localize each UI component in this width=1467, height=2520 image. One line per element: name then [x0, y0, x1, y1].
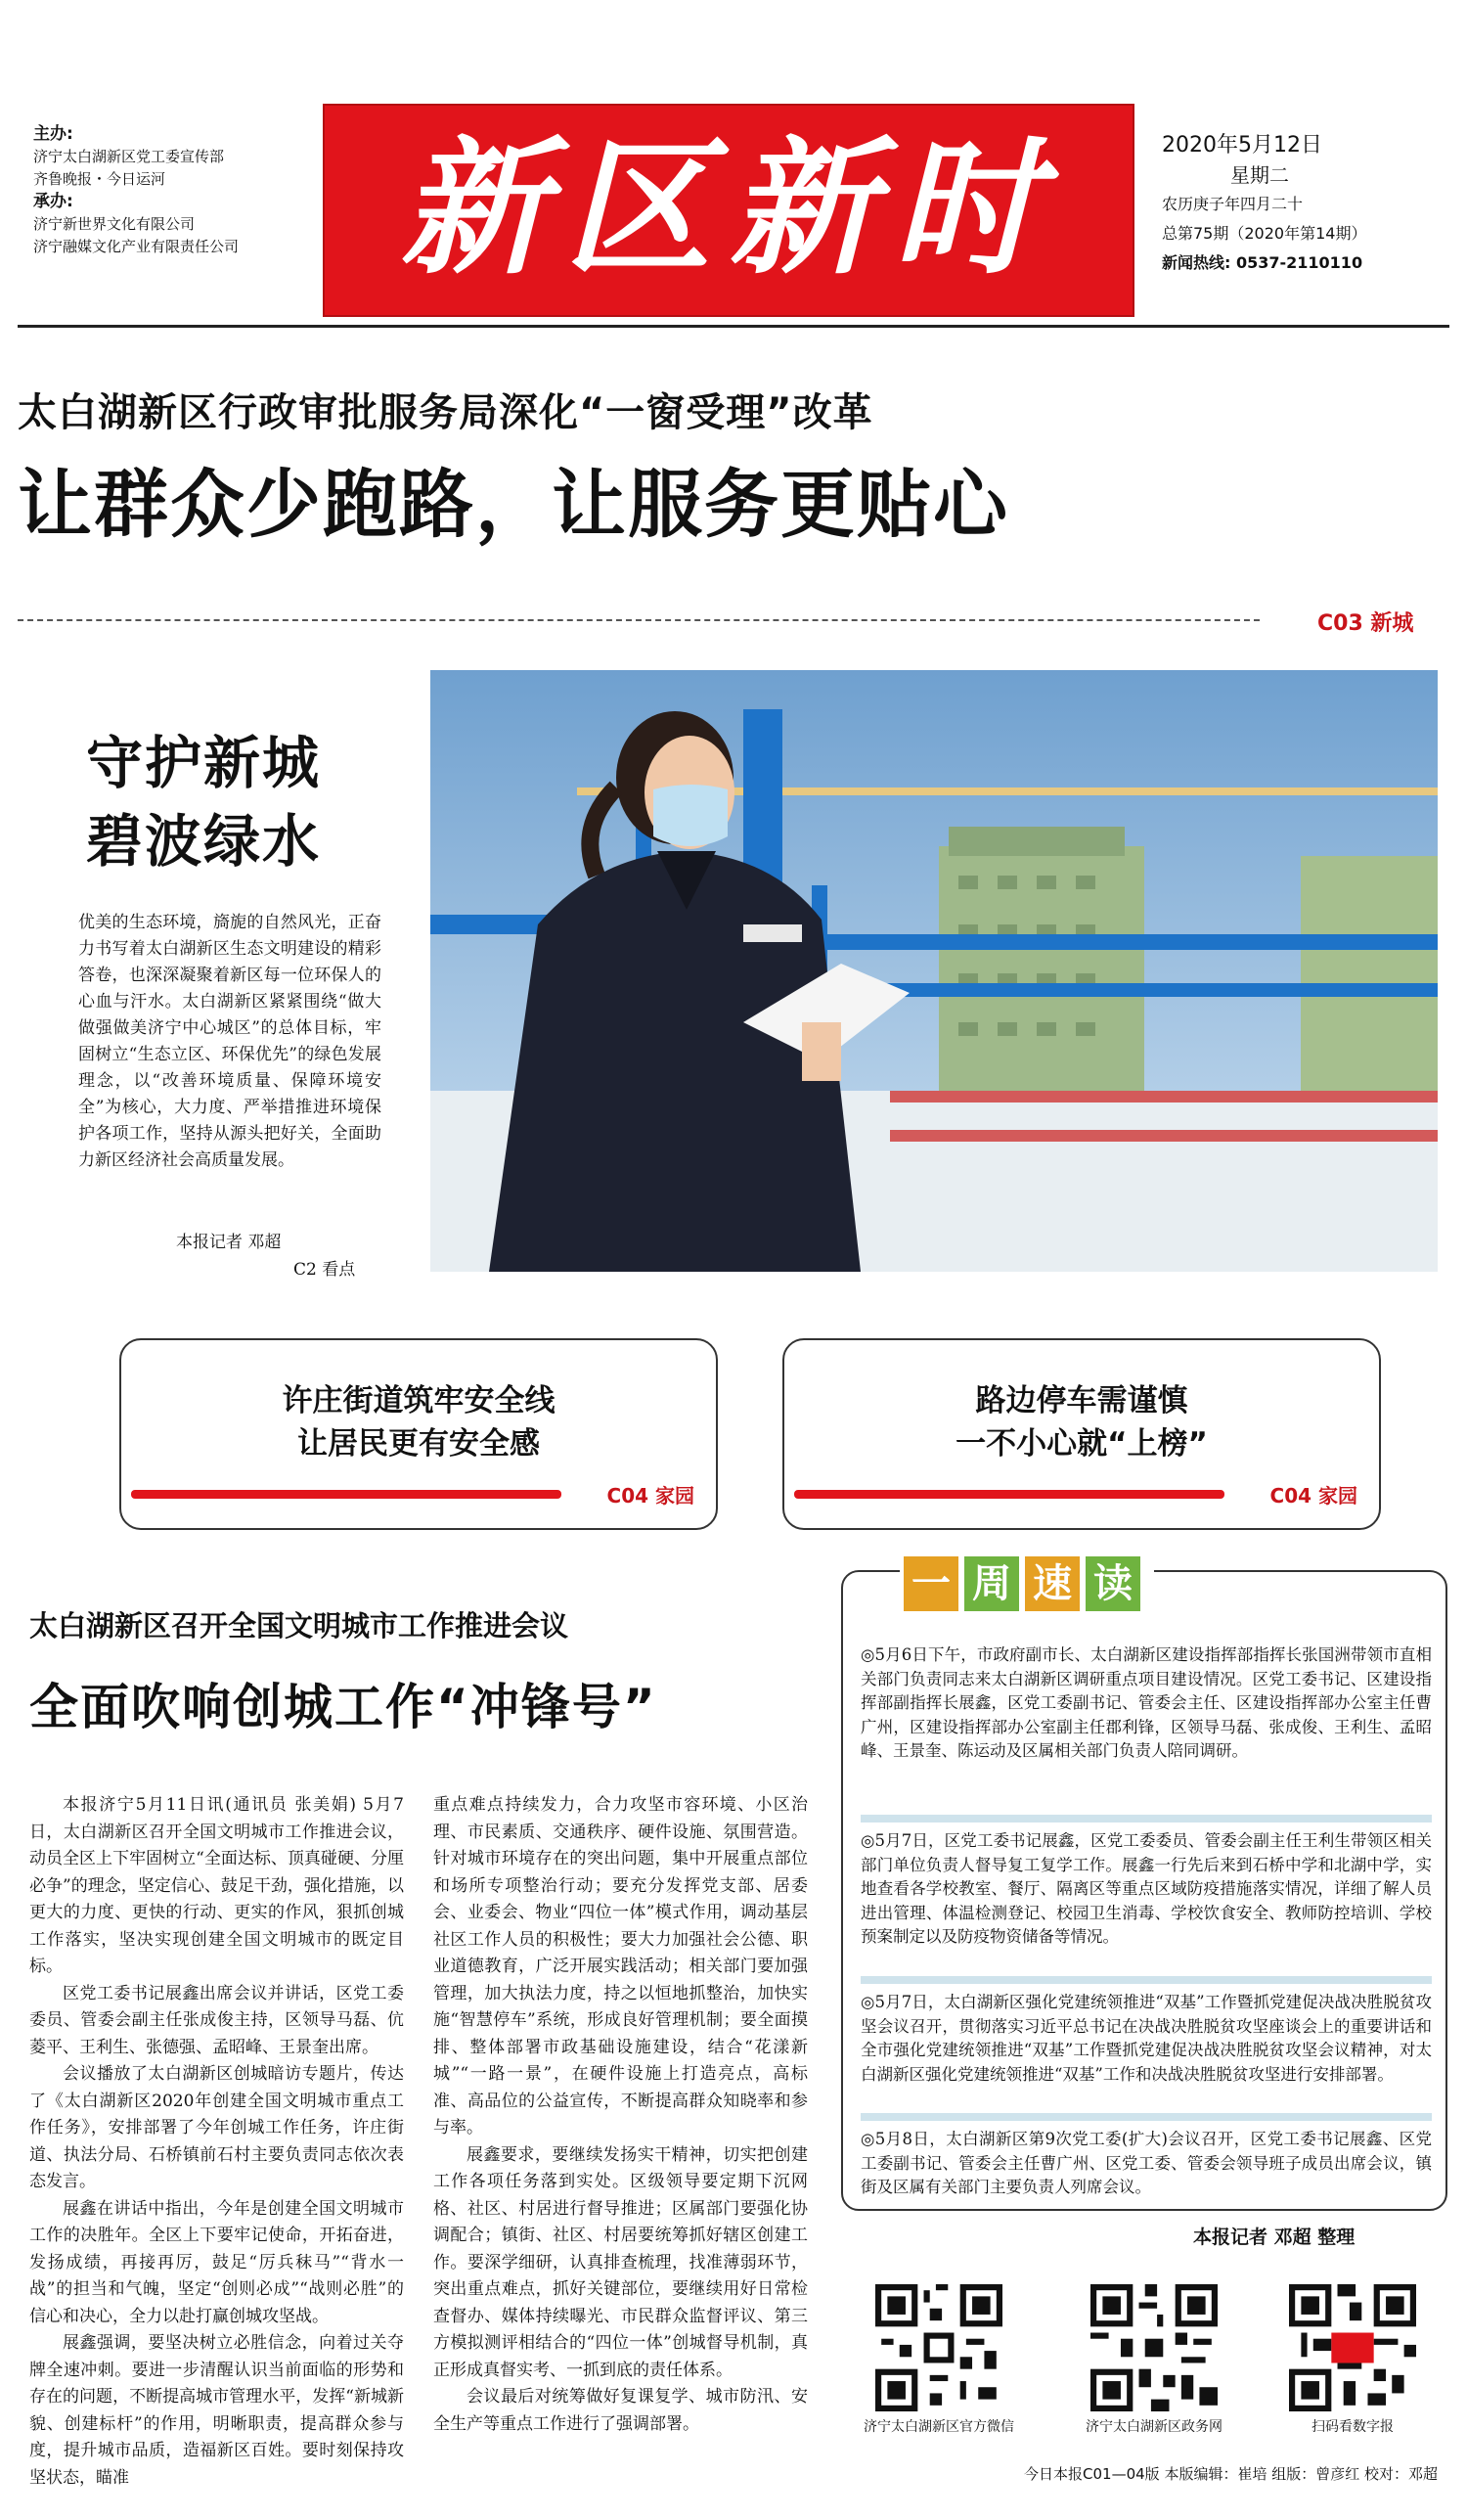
teaser-box[interactable]	[119, 1338, 718, 1530]
qr-code-wechat[interactable]	[875, 2284, 1002, 2411]
teaser-line: 许庄街道筑牢安全线	[282, 1383, 556, 1418]
article-paragraph: 展鑫要求，要继续发扬实干精神，切实把创建工作各项任务落到实处。区级领导要定期下沉网格、社区、村居进行督导推进；区属部门要强化协调配合；镇街、社区、村居要统筹抓好辖区创建工作。要深学细研，认真排查梳理，找准薄弱环节，突出重点难点，抓好关键部位，要继续用好日常检查督办、媒体持续曝光、市民群众监督评议、第三方模拟测评相结合的“四位一体”创城督导机制，真正形成真督实考、一抓到底的责任体系。	[433, 2144, 808, 2380]
host-line: 齐鲁晚报・今日运河	[33, 170, 166, 188]
lead-divider	[18, 619, 1260, 621]
qr-label: 济宁太白湖新区官方微信	[864, 2419, 1014, 2435]
teaser-box[interactable]	[782, 1338, 1381, 1530]
feature-author: 本报记者 邓超	[176, 1233, 282, 1252]
issue-date: 2020年5月12日	[1162, 133, 1322, 158]
teaser-title	[784, 1379, 1379, 1465]
org-line: 济宁新世界文化有限公司	[33, 215, 196, 233]
masthead-publishers	[33, 123, 327, 258]
org-label: 承办:	[33, 192, 73, 211]
teaser-line: 让居民更有安全感	[297, 1426, 540, 1462]
host-label: 主办:	[33, 124, 73, 144]
teaser-accent-bar	[131, 1490, 561, 1499]
teaser-accent-bar	[794, 1490, 1224, 1499]
qr-label: 扫码看数字报	[1311, 2419, 1394, 2435]
article-paragraph: 会议最后对统筹做好复课复学、城市防汛、安全生产等重点工作进行了强调部署。	[433, 2387, 808, 2434]
news-separator	[861, 2113, 1432, 2121]
news-hotline: 新闻热线: 0537-2110110	[1162, 253, 1363, 272]
lunar-date: 农历庚子年四月二十	[1162, 195, 1304, 213]
article-column-1	[29, 1792, 404, 2492]
article-column-2	[433, 1792, 808, 2438]
issue-number: 总第75期（2020年第14期）	[1162, 224, 1367, 243]
article-kicker[interactable]: 太白湖新区召开全国文明城市工作推进会议	[29, 1609, 569, 1642]
feature-title-line: 守护新城	[86, 730, 322, 796]
lead-kicker[interactable]: 太白湖新区行政审批服务局深化“一窗受理”改革	[18, 390, 873, 435]
week-news-item[interactable]: ◎5月6日下午，市政府副市长、太白湖新区建设指挥部指挥长张国洲带领市直相关部门负责同志来太白湖新区调研重点项目建设情况。区党工委书记、区建设指挥部副指挥长展鑫，区党工委副书记、管委会主任、区建设指挥部办公室主任曹广州，区建设指挥部办公室副主任郡利锋，区领导马磊、张成俊、王利生、孟昭峰、王景奎、陈运动及区属相关部门负责人陪同调研。	[861, 1645, 1432, 1760]
feature-page-ref[interactable]: C2 看点	[293, 1260, 356, 1280]
title-char: 速	[1025, 1556, 1080, 1611]
logo-text: 新区新时代	[399, 122, 1057, 500]
article-paragraph: 展鑫强调，要坚决树立必胜信念，向着过关夺牌全速冲刺。要进一步清醒认识当前面临的形势和存在的问题，不断提高城市管理水平，发挥“新城新貌、创建标杆”的作用，明晰职责，提高群众参与度，提升城市品质，造福新区百姓。要时刻保持攻坚状态，瞄准	[29, 2333, 404, 2488]
article-paragraph: 会议播放了太白湖新区创城暗访专题片，传达了《太白湖新区2020年创建全国文明城市重点工作任务》，安排部署了今年创城工作任务，许庄街道、执法分局、石桥镇前石村主要负责同志依次表态发言。	[29, 2064, 404, 2191]
article-paragraph: 重点难点持续发力，合力攻坚市容环境、小区治理、市民素质、交通秩序、硬件设施、氛围营造。针对城市环境存在的突出问题，集中开展重点部位和场所专项整治行动；要充分发挥党支部、居委会、业委会、物业“四位一体”模式作用，调动基层社区工作人员的积极性；要大力加强社会公德、职业道德教育，广泛开展实践活动；相关部门要加强管理，加大执法力度，持之以恒地抓整治，加快实施“智慧停车”系统，形成良好管理机制；要全面摸排、整体部署市政基础设施建设，结合“花漾新城”“一路一景”，在硬件设施上打造亮点，高标准、高品位的公益宣传，不断提高群众知晓率和参与率。	[433, 1795, 808, 2138]
news-separator	[861, 1815, 1432, 1822]
week-digest-signature: 本报记者 邓超 整理	[1193, 2227, 1356, 2248]
lead-section-ref[interactable]: C03 新城	[1317, 611, 1414, 636]
lead-headline[interactable]: 让群众少跑路，让服务更贴心	[18, 461, 1009, 548]
qr-center-logo	[1331, 2333, 1373, 2363]
feature-title[interactable]	[86, 724, 321, 880]
article-paragraph: 本报济宁5月11日讯(通讯员 张美娟) 5月7日，太白湖新区召开全国文明城市工作推进会议，动员全区上下牢固树立“全面达标、顶真碰硬、分厘必争”的理念，坚定信心、鼓足干劲，强化措施，以更大的力度、更快的行动、更实的作风，狠抓创城工作落实，坚决实现创建全国文明城市的既定目标。	[29, 1795, 404, 1976]
masthead-dateline	[1162, 131, 1455, 278]
weekday: 星期二	[1230, 163, 1289, 187]
teaser-section-ref[interactable]: C04 家园	[1269, 1484, 1357, 1508]
qr-code-digital-paper[interactable]	[1289, 2284, 1416, 2411]
article-paragraph: 区党工委书记展鑫出席会议并讲话，区党工委委员、管委会副主任张成俊主持，区领导马磊、伉菱平、王利生、张德强、孟昭峰、王景奎出席。	[29, 1983, 404, 2057]
host-line: 济宁太白湖新区党工委宣传部	[33, 148, 225, 165]
masthead-rule	[18, 325, 1449, 328]
week-digest-title	[900, 1549, 1154, 1615]
teaser-section-ref[interactable]: C04 家园	[606, 1484, 694, 1508]
teaser-line: 路边停车需谨慎	[975, 1383, 1188, 1418]
officer-photo-illustration	[430, 670, 1438, 1272]
teaser-line: 一不小心就“上榜”	[956, 1426, 1208, 1462]
feature-title-line: 碧波绿水	[86, 808, 322, 875]
qr-code-gov-site[interactable]	[1090, 2284, 1218, 2411]
qr-label: 济宁太白湖新区政务网	[1086, 2419, 1222, 2435]
week-news-item[interactable]: ◎5月7日，区党工委书记展鑫，区党工委委员、管委会副主任王利生带领区相关部门单位负责人督导复工复学工作。展鑫一行先后来到石桥中学和北湖中学，实地查看各学校教室、餐厅、隔离区等重点区域防疫措施落实情况，详细了解人员进出管理、体温检测登记、校园卫生消毒、学校饮食安全、教师防控培训、学校预案制定以及防疫物资储备等情况。	[861, 1831, 1432, 1946]
week-news-item[interactable]: ◎5月8日，太白湖新区第9次党工委(扩大)会议召开，区党工委书记展鑫、区党工委副书记、管委会主任曹广州、区党工委、管委会领导班子成员出席会议，镇街及区属有关部门主要负责人列席会议。	[861, 2130, 1432, 2196]
page-footer-credits: 今日本报C01—04版 本版编辑：崔培 组版：曾彦红 校对：邓超	[1024, 2465, 1438, 2483]
title-char: 读	[1086, 1556, 1140, 1611]
title-char: 周	[964, 1556, 1019, 1611]
org-line: 济宁融媒文化产业有限责任公司	[33, 238, 240, 255]
teaser-title	[121, 1379, 716, 1465]
feature-photo	[430, 670, 1438, 1272]
news-separator	[861, 1976, 1432, 1984]
title-char: 一	[904, 1556, 958, 1611]
article-headline[interactable]: 全面吹响创城工作“冲锋号”	[29, 1679, 657, 1735]
week-news-item[interactable]: ◎5月7日，太白湖新区强化党建统领推进“双基”工作暨抓党建促决战决胜脱贫攻坚会议召开，贯彻落实习近平总书记在决战决胜脱贫攻坚座谈会上的重要讲话和全市强化党建统领推进“双基”工作暨抓党建促决战决胜脱贫攻坚会议精神，对太白湖新区强化党建统领推进“双基”工作和决战决胜脱贫攻坚进行安排部署。	[861, 1993, 1432, 2084]
article-paragraph: 展鑫在讲话中指出，今年是创建全国文明城市工作的决胜年。全区上下要牢记使命，开拓奋进，发扬成绩，再接再厉，鼓足“厉兵秣马”“背水一战”的担当和气魄，坚定“创则必成”“战则必胜”的信心和决心，全力以赴打赢创城攻坚战。	[29, 2198, 404, 2326]
feature-body: 优美的生态环境，旖旎的自然风光，正奋力书写着太白湖新区生态文明建设的精彩答卷，也深深凝聚着新区每一位环保人的心血与汗水。太白湖新区紧紧围绕“做大做强做美济宁中心城区”的总体目标，牢固树立“生态立区、环保优先”的绿色发展理念，以“改善环境质量、保障环境安全”为核心，大力度、严举措推进环境保护各项工作，坚持从源头把好关，全面助力新区经济社会高质量发展。	[78, 913, 381, 1170]
